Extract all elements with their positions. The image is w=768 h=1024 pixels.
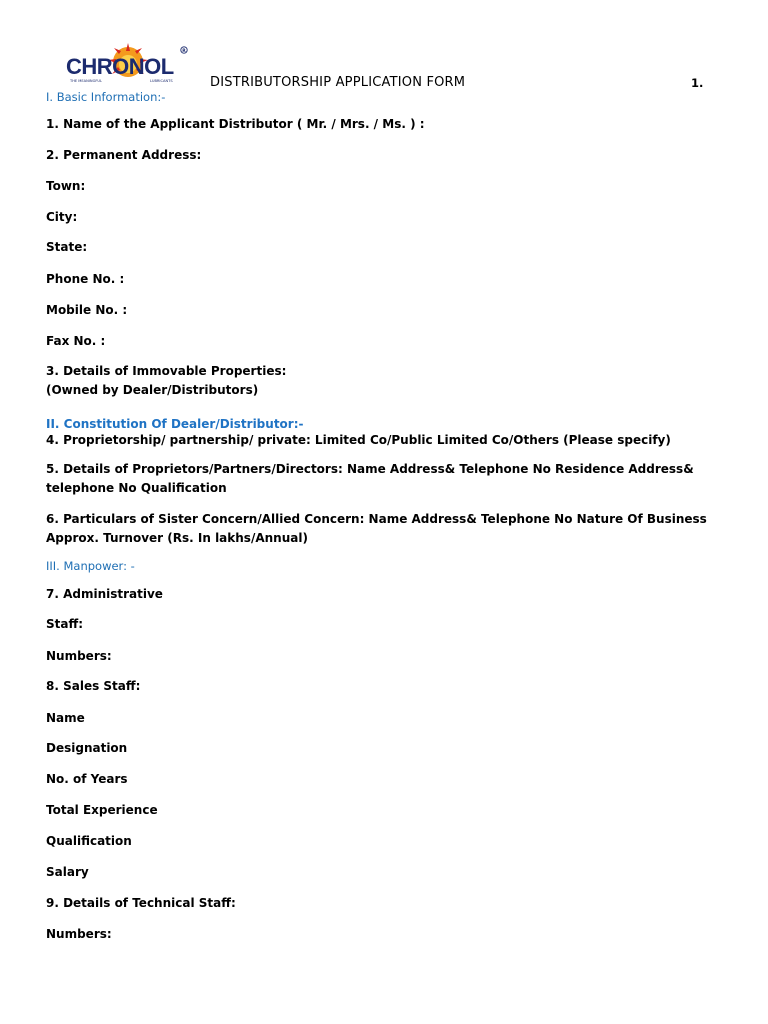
brand-tagline-right: LUBRICANTS [150, 79, 173, 83]
section-manpower: III. Manpower: - [46, 559, 135, 573]
section-basic-information: I. Basic Information:- [46, 90, 166, 104]
field-name: Name [46, 711, 85, 725]
section-constitution: II. Constitution Of Dealer/Distributor:- [46, 417, 304, 431]
brand-name: CHRONOL [66, 54, 174, 79]
field-phone: Phone No. : [46, 272, 125, 286]
field-sales-staff: 8. Sales Staff: [46, 679, 141, 693]
field-administrative: 7. Administrative [46, 587, 163, 601]
field-salary: Salary [46, 865, 89, 879]
field-qualification: Qualification [46, 834, 132, 848]
field-city: City: [46, 210, 78, 224]
field-immovable-properties-note: (Owned by Dealer/Distributors) [46, 383, 259, 397]
field-permanent-address: 2. Permanent Address: [46, 148, 202, 162]
field-applicant-name: 1. Name of the Applicant Distributor ( Mr. / Mrs. / Ms. ) : [46, 117, 425, 131]
field-fax: Fax No. : [46, 334, 106, 348]
field-immovable-properties: 3. Details of Immovable Properties: [46, 364, 287, 378]
field-proprietors-details: 5. Details of Proprietors/Partners/Directors: Name Address& Telephone No Residence Address& telephone No Qualification [46, 462, 694, 495]
field-mobile: Mobile No. : [46, 303, 128, 317]
field-town: Town: [46, 179, 86, 193]
field-numbers-technical: Numbers: [46, 927, 112, 941]
field-numbers-admin: Numbers: [46, 649, 112, 663]
field-staff: Staff: [46, 617, 83, 631]
field-years: No. of Years [46, 772, 128, 786]
brand-tagline-left: THE MEANINGFUL [70, 79, 103, 83]
field-sister-concern: 6. Particulars of Sister Concern/Allied Concern: Name Address& Telephone No Nature Of Business Approx. Turnover (Rs. In lakhs/Annual) [46, 512, 707, 545]
field-designation: Designation [46, 741, 128, 755]
svg-text:R: R [182, 48, 186, 54]
field-total-experience: Total Experience [46, 803, 158, 817]
form-title: DISTRIBUTORSHIP APPLICATION FORM [210, 75, 466, 90]
chronol-logo [62, 42, 192, 88]
field-state: State: [46, 240, 88, 254]
field-technical-staff: 9. Details of Technical Staff: [46, 896, 236, 910]
page-number: 1. [691, 76, 704, 90]
field-proprietorship: 4. Proprietorship/ partnership/ private: Limited Co/Public Limited Co/Others (Please specify) [46, 433, 671, 447]
